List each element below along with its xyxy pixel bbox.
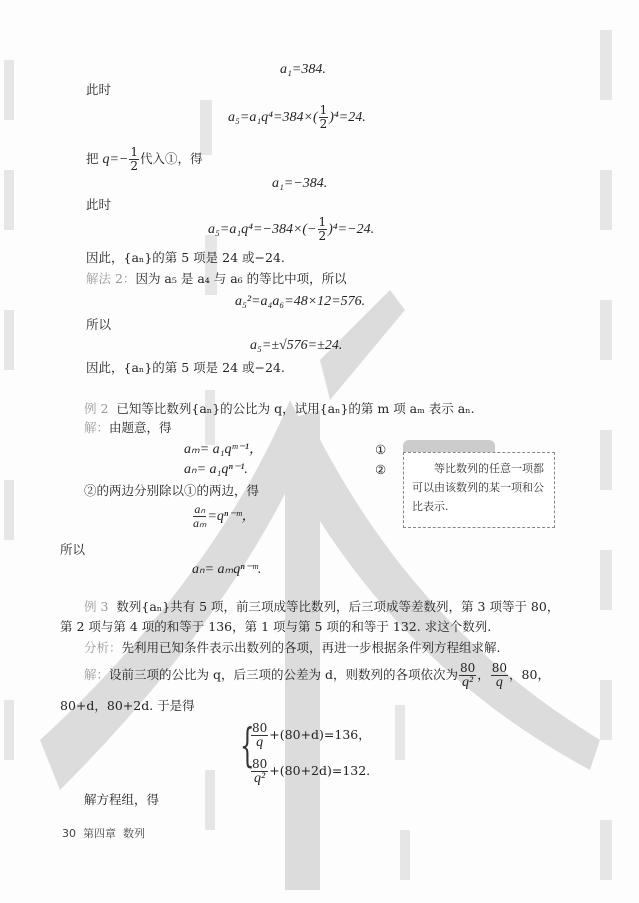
page-footer: 30 第四章 数列 (62, 827, 145, 840)
formula-a1-negative: a₁=−384. (272, 176, 328, 191)
formula-result: aₙ= aₘqⁿ⁻ᵐ. (192, 562, 262, 577)
text-method-2: 解法 2：因为 a₅ 是 a₄ 与 a₆ 的等比中项，所以 (86, 271, 347, 286)
text-substitute: 把 q=− $\frac{1}{2}$ 代入①，得 (86, 145, 203, 173)
text-now: 此时 (86, 197, 112, 212)
formula-a5-negative: a₅=a₁q⁴=−384×(− $\frac{1}{2}$ )⁴=−24. (208, 215, 375, 243)
example-3-solution: 解：设前三项的公比为 q，后三项的公差为 d，则数列的各项依次为 $\frac{80}{\text{q²}}$ ， $\frac{80}{q}$ ，80， (84, 661, 550, 690)
text-solve-system: 解方程组，得 (84, 792, 160, 807)
example-2-solution: 解：由题意，得 (84, 420, 172, 435)
text-conclusion-2: 因此，{aₙ}的第 5 项是 24 或−24. (86, 360, 285, 375)
callout-note: 等比数列的任意一项都可以由该数列的某一项和公比表示. (403, 452, 555, 528)
text-so: 所以 (86, 317, 112, 332)
fraction-half: $\frac{1}{2}$ (319, 103, 328, 131)
formula-a1: a₁=384. (280, 62, 326, 77)
formula-ratio: $\frac{\text{aₙ}}{\text{aₘ}}$ =qⁿ⁻ᵐ， (193, 502, 256, 530)
formula-geometric-mean: a₅²=a₄a₆=48×12=576. (235, 294, 366, 309)
formula-a5-sqrt: a₅=±√576=±24. (250, 338, 343, 353)
page-number: 30 (62, 827, 76, 840)
example-2-question: 例 2 已知等比数列{aₙ}的公比为 q，试用{aₙ}的第 m 项 aₘ 表示 aₙ. (84, 401, 475, 416)
text-now: 此时 (86, 82, 112, 97)
example-3-analysis: 分析：先利用已知条件表示出数列的各项，再进一步根据条件列方程组求解. (84, 640, 501, 655)
equation-2: aₙ= a₁qⁿ⁻¹. (184, 462, 248, 477)
text-so: 所以 (60, 542, 86, 557)
system-equation-1: $\frac{80}{q}$ +(80+d)=136， (252, 721, 371, 750)
equation-1: aₘ= a₁qᵐ⁻¹， (184, 442, 263, 457)
fraction-half: $\frac{1}{2}$ (318, 215, 327, 243)
system-equation-2: $\frac{80}{\text{q²}}$ +(80+2d)=132. (252, 757, 371, 786)
example-3-terms: 80+d，80+2d. 于是得 (60, 698, 195, 713)
equation-2-marker: ② (375, 462, 387, 477)
text-conclusion-1: 因此，{aₙ}的第 5 项是 24 或−24. (86, 250, 285, 265)
equation-1-marker: ① (375, 442, 387, 457)
formula-a5-positive: a₅=a₁q⁴=384×( $\frac{1}{2}$ )⁴=24. (228, 103, 366, 131)
example-3-question-line1: 例 3 数列{aₙ}共有 5 项，前三项成等比数列，后三项成等差数列，第 3 项等于 80， (84, 599, 560, 614)
text-divide: ②的两边分别除以①的两边，得 (84, 483, 260, 498)
fraction-half: $\frac{1}{2}$ (130, 145, 139, 173)
example-3-question-line2: 第 2 项与第 4 项的和等于 136，第 1 项与第 5 项的和等于 132. 求这个数列. (60, 619, 492, 634)
system-brace: { (240, 718, 255, 772)
